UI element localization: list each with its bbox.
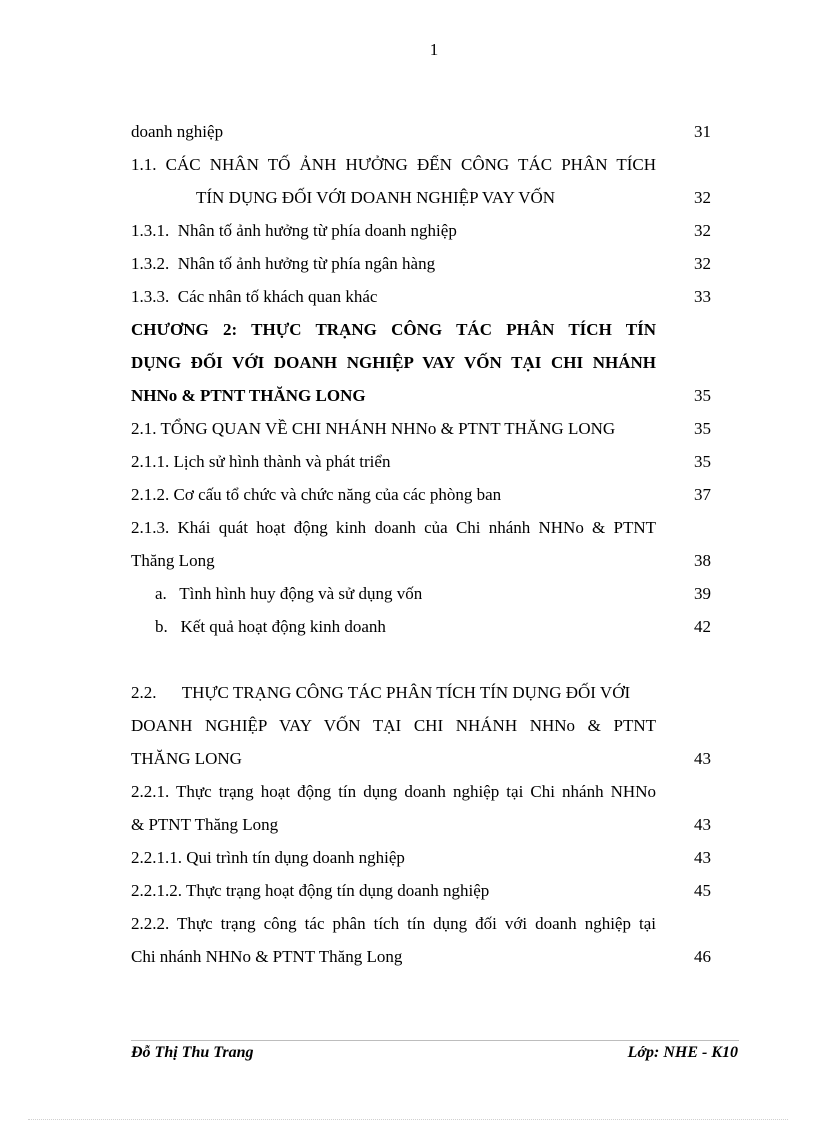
toc-entry-text: 1.3.1. Nhân tố ảnh hưởng từ phía doanh nghiệp: [131, 221, 457, 240]
toc-entry-text: 2.2.1. Thực trạng hoạt động tín dụng doanh nghiệp tại Chi nhánh NHNo: [131, 782, 656, 801]
toc-entry-text: b. Kết quả hoạt động kinh doanh: [155, 617, 386, 636]
toc-entry-text: 1.3.2. Nhân tố ảnh hưởng từ phía ngân hàng: [131, 254, 436, 273]
toc-entry-text: 2.1. TỔNG QUAN VỀ CHI NHÁNH NHNo & PTNT THĂNG LONG: [131, 419, 616, 438]
toc-entry-page: 37: [694, 485, 711, 504]
toc-entry-page: 32: [694, 221, 711, 240]
toc-entry: [0, 181, 816, 214]
toc-entry-text: 2.1.2. Cơ cấu tổ chức và chức năng của các phòng ban: [131, 485, 502, 504]
toc-entry-text: NHNo & PTNT THĂNG LONG: [131, 386, 366, 405]
toc-entry: [0, 940, 816, 973]
toc-entry-page: 32: [694, 188, 711, 207]
toc-entry-page: 42: [694, 617, 711, 636]
toc-entry-text: Thăng Long: [131, 551, 215, 570]
toc-entry-page: 33: [694, 287, 711, 306]
toc-entry-page: 35: [694, 452, 711, 471]
toc-entry: [0, 577, 816, 610]
toc-entry: [0, 544, 816, 577]
toc-entry: [0, 742, 816, 775]
toc-entry-page: 35: [694, 386, 711, 405]
toc-entry-text: 2.2.1.2. Thực trạng hoạt động tín dụng doanh nghiệp: [131, 881, 490, 900]
toc-entry: [0, 676, 816, 709]
toc-entry-page: 45: [694, 881, 711, 900]
toc-entry-text: 2.2.1.1. Qui trình tín dụng doanh nghiệp: [131, 848, 405, 867]
toc-entry-page: 43: [694, 815, 711, 834]
toc-entry-text: Chi nhánh NHNo & PTNT Thăng Long: [131, 947, 403, 966]
page-number: 1: [429, 40, 439, 59]
toc-entry: [0, 874, 816, 907]
toc-entry-text: 2.2.2. Thực trạng công tác phân tích tín dụng đối với doanh nghiệp tại: [131, 914, 656, 933]
toc-entry: [0, 115, 816, 148]
toc-entry: [0, 412, 816, 445]
toc-entry: [0, 148, 816, 181]
toc-entry-page: 39: [694, 584, 711, 603]
toc-entry-page: 38: [694, 551, 711, 570]
toc-entry-text: DOANH NGHIỆP VAY VỐN TẠI CHI NHÁNH NHNo & PTNT: [131, 716, 656, 735]
toc-entry-text: 1.1. CÁC NHÂN TỐ ẢNH HƯỞNG ĐẾN CÔNG TÁC PHÂN TÍCH: [131, 155, 656, 174]
toc-entry: [0, 511, 816, 544]
toc-entry-page: 35: [694, 419, 711, 438]
toc-entry-text: CHƯƠNG 2: THỰC TRẠNG CÔNG TÁC PHÂN TÍCH TÍN: [131, 320, 656, 339]
toc-entry-page: 32: [694, 254, 711, 273]
toc-entry-text: THĂNG LONG: [131, 749, 242, 768]
page-bottom-divider: [28, 1119, 788, 1120]
toc-entry-text: 2.1.3. Khái quát hoạt động kinh doanh của Chi nhánh NHNo & PTNT: [131, 518, 656, 537]
toc-entry-text: a. Tình hình huy động và sử dụng vốn: [155, 584, 423, 603]
toc-entry: [0, 841, 816, 874]
toc-entry: [0, 214, 816, 247]
toc-entry-page: 31: [694, 122, 711, 141]
toc-entry: [0, 280, 816, 313]
toc-entry-text: 2.1.1. Lịch sử hình thành và phát triển: [131, 452, 391, 471]
footer-divider: [131, 1040, 739, 1041]
toc-entry-text: doanh nghiệp: [131, 122, 224, 141]
toc-entry: [0, 313, 816, 346]
toc-entry: [0, 346, 816, 379]
toc-entry: [0, 709, 816, 742]
toc-entry: [0, 478, 816, 511]
toc-entry: [0, 445, 816, 478]
toc-entry: [0, 247, 816, 280]
toc-entry: [0, 907, 816, 940]
toc-entry: [0, 379, 816, 412]
toc-entry-text: 1.3.3. Các nhân tố khách quan khác: [131, 287, 378, 306]
toc-entry-text: DỤNG ĐỐI VỚI DOANH NGHIỆP VAY VỐN TẠI CHI NHÁNH: [131, 353, 656, 372]
toc-entry-text: TÍN DỤNG ĐỐI VỚI DOANH NGHIỆP VAY VỐN: [196, 188, 556, 207]
toc-entry-page: 43: [694, 749, 711, 768]
toc-entry-text: 2.2. THỰC TRẠNG CÔNG TÁC PHÂN TÍCH TÍN DỤNG ĐỐI VỚI: [131, 683, 631, 702]
footer-author: Đỗ Thị Thu Trang: [131, 1044, 254, 1061]
toc-entry: [0, 610, 816, 643]
toc-entry-text: & PTNT Thăng Long: [131, 815, 279, 834]
toc-entry: [0, 775, 816, 808]
toc-entry-page: 43: [694, 848, 711, 867]
footer-class: Lớp: NHE - K10: [627, 1044, 738, 1061]
toc-entry: [0, 808, 816, 841]
toc-entry-page: 46: [694, 947, 711, 966]
